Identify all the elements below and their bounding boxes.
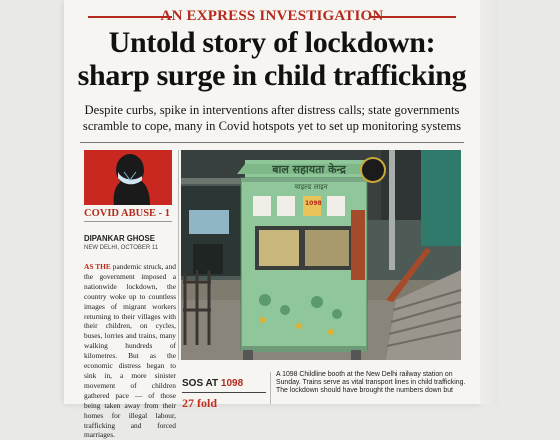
childline-booth-photo [181, 150, 461, 360]
sos-rule [182, 392, 266, 393]
sos-big-stat: 27 fold [182, 396, 218, 410]
sos-heading [182, 378, 243, 389]
newspaper-page [64, 0, 480, 440]
covid-abuse-illustration [84, 150, 172, 205]
photo-caption: A 1098 Childline booth at the New Delhi railway station on Sunday. Trains serve as vital transport lines in child trafficking. The lockdown should have brought the numbers down but [276, 371, 466, 395]
headline-line-2: sharp surge in child trafficking [77, 59, 467, 92]
byline: DIPANKAR GHOSE [84, 234, 155, 243]
dateline: NEW DELHI, OCTOBER 11 [84, 245, 159, 251]
sos-number: 1098 [220, 378, 244, 389]
caption-rule [270, 372, 271, 404]
article-body [84, 262, 176, 440]
deck [78, 102, 466, 134]
booth-sign-title: बाल सहायता केन्द्र [272, 163, 346, 176]
masked-child-illustration [84, 150, 172, 205]
page-edge [480, 0, 498, 404]
booth-photo-drawing [181, 150, 461, 360]
section-divider [80, 142, 464, 143]
deck-line-1: Despite curbs, spike in interventions after distress calls; state governments [84, 103, 460, 117]
kicker: AN EXPRESS INVESTIGATION [160, 8, 384, 24]
body-lead: AS THE [84, 262, 111, 271]
booth-sign-subtitle: चाइल्ड लाइन [294, 183, 328, 191]
booth-sign-number: 1098 [305, 200, 322, 207]
column-rule [178, 150, 179, 360]
headline [64, 26, 480, 92]
headline-line-1: Untold story of lockdown: [108, 26, 436, 59]
deck-line-2: scramble to cope, many in Covid hotspots yet to set up monitoring systems [82, 119, 462, 133]
series-label: COVID ABUSE - 1 [84, 206, 172, 222]
body-text: pandemic struck, and the government imposed a nationwide lockdown, the country woke up to countless images of migrant workers returning to their villages with their children, on cycles, buses, lorries and trains, many walking hundreds of kilometres. But as the economic distress began to sink in, a more sinister movement of children gathered pace — of those being taken away from their homes for illegal labour, trafficking and forced marriages. [84, 262, 176, 440]
sos-prefix: SOS AT [182, 378, 219, 389]
